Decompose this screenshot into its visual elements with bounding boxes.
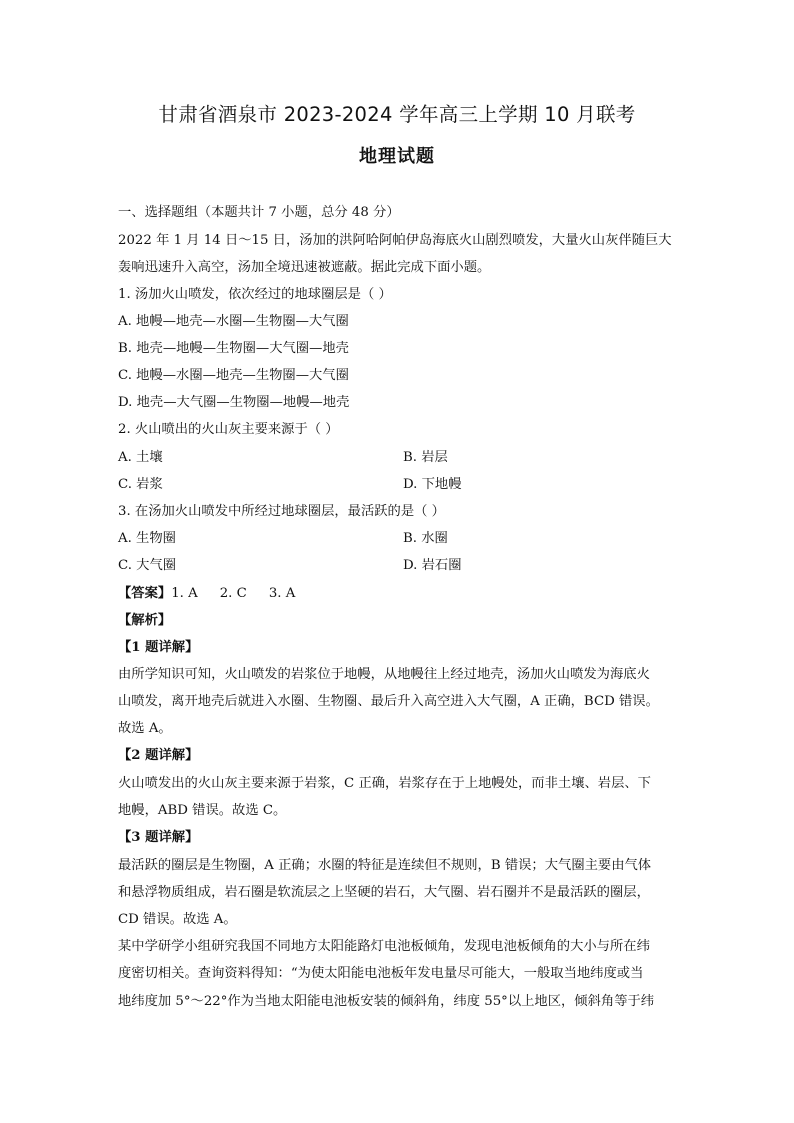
- answer-2: 2. C: [219, 586, 247, 601]
- question-2-option-d: D. 下地幔: [403, 477, 462, 492]
- answer-line: [118, 584, 688, 603]
- detail-3-line-3: CD 错误。故选 A。: [118, 912, 237, 927]
- section-2-line-1: 某中学研学小组研究我国不同地方太阳能路灯电池板倾角，发现电池板倾角的大小与所在纬: [118, 939, 650, 954]
- detail-2-line-1: 火山喷发出的火山灰主要来源于岩浆，C 正确，岩浆存在于上地幔处，而非土壤、岩层、下: [118, 776, 651, 791]
- question-3-row-2: [118, 556, 688, 575]
- document-title: 甘肃省酒泉市 2023-2024 学年高三上学期 10 月联考: [158, 103, 636, 126]
- question-1-option-c: C. 地幔—水圈—地壳—生物圈—大气圈: [118, 368, 349, 383]
- analysis-label: 【解析】: [118, 613, 172, 628]
- question-3-option-c: C. 大气圈: [118, 558, 177, 573]
- section-heading: 一、选择题组（本题共计 7 小题，总分 48 分）: [118, 205, 400, 220]
- question-1-option-a: A. 地幔—地壳—水圈—生物圈—大气圈: [118, 314, 349, 329]
- question-3-option-d: D. 岩石圈: [403, 558, 462, 573]
- detail-1-label: 【1 题详解】: [118, 640, 199, 655]
- intro-line-2: 轰响迅速升入高空，汤加全境迅速被遮蔽。据此完成下面小题。: [118, 260, 491, 275]
- answer-1: 1. A: [171, 586, 198, 601]
- question-2-option-a: A. 土壤: [118, 450, 163, 465]
- document-subtitle: 地理试题: [359, 146, 435, 167]
- answer-3: 3. A: [268, 586, 296, 601]
- question-1-option-b: B. 地壳—地幔—生物圈—大气圈—地壳: [118, 341, 349, 356]
- question-3-stem: 3. 在汤加火山喷发中所经过地球圈层，最活跃的是（ ）: [118, 504, 445, 519]
- question-2-stem: 2. 火山喷出的火山灰主要来源于（ ）: [118, 422, 339, 437]
- section-2-line-2: 度密切相关。查询资料得知：“为使太阳能电池板年发电量尽可能大，一般取当地纬度或当: [118, 966, 644, 981]
- detail-2-line-2: 地幔，ABD 错误。故选 C。: [118, 803, 287, 818]
- detail-1-line-2: 山喷发，离开地壳后就进入水圈、生物圈、最后升入高空进入大气圈，A 正确，BCD 错误。: [118, 694, 659, 709]
- detail-1-line-3: 故选 A。: [118, 721, 172, 736]
- question-3-option-a: A. 生物圈: [118, 531, 176, 546]
- question-2-row-2: [118, 475, 688, 494]
- detail-3-line-2: 和悬浮物质组成，岩石圈是软流层之上坚硬的岩石，大气圈、岩石圈并不是最活跃的圈层，: [118, 885, 650, 900]
- intro-line-1: 2022 年 1 月 14 日～15 日，汤加的洪阿哈阿帕伊岛海底火山剧烈喷发，大量火山灰伴随巨大: [118, 233, 672, 248]
- detail-1-line-1: 由所学知识可知，火山喷发的岩浆位于地幔，从地幔往上经过地壳，汤加火山喷发为海底火: [118, 667, 650, 682]
- question-1-stem: 1. 汤加火山喷发，依次经过的地球圈层是（ ）: [118, 287, 392, 302]
- detail-3-label: 【3 题详解】: [118, 830, 199, 845]
- question-1-option-d: D. 地壳—大气圈—生物圈—地幔—地壳: [118, 395, 350, 410]
- question-2-option-b: B. 岩层: [403, 450, 448, 465]
- question-2-option-c: C. 岩浆: [118, 477, 163, 492]
- section-2-line-3: 地纬度加 5°～22°作为当地太阳能电池板安装的倾斜角，纬度 55°以上地区，倾斜角等于纬: [118, 994, 655, 1009]
- detail-3-line-1: 最活跃的圈层是生物圈，A 正确；水圈的特征是连续但不规则，B 错误；大气圈主要由气体: [118, 858, 652, 873]
- question-3-option-b: B. 水圈: [403, 531, 448, 546]
- answer-label: 【答案】: [118, 586, 172, 601]
- question-2-row-1: [118, 448, 688, 467]
- question-3-row-1: [118, 529, 688, 548]
- detail-2-label: 【2 题详解】: [118, 748, 199, 763]
